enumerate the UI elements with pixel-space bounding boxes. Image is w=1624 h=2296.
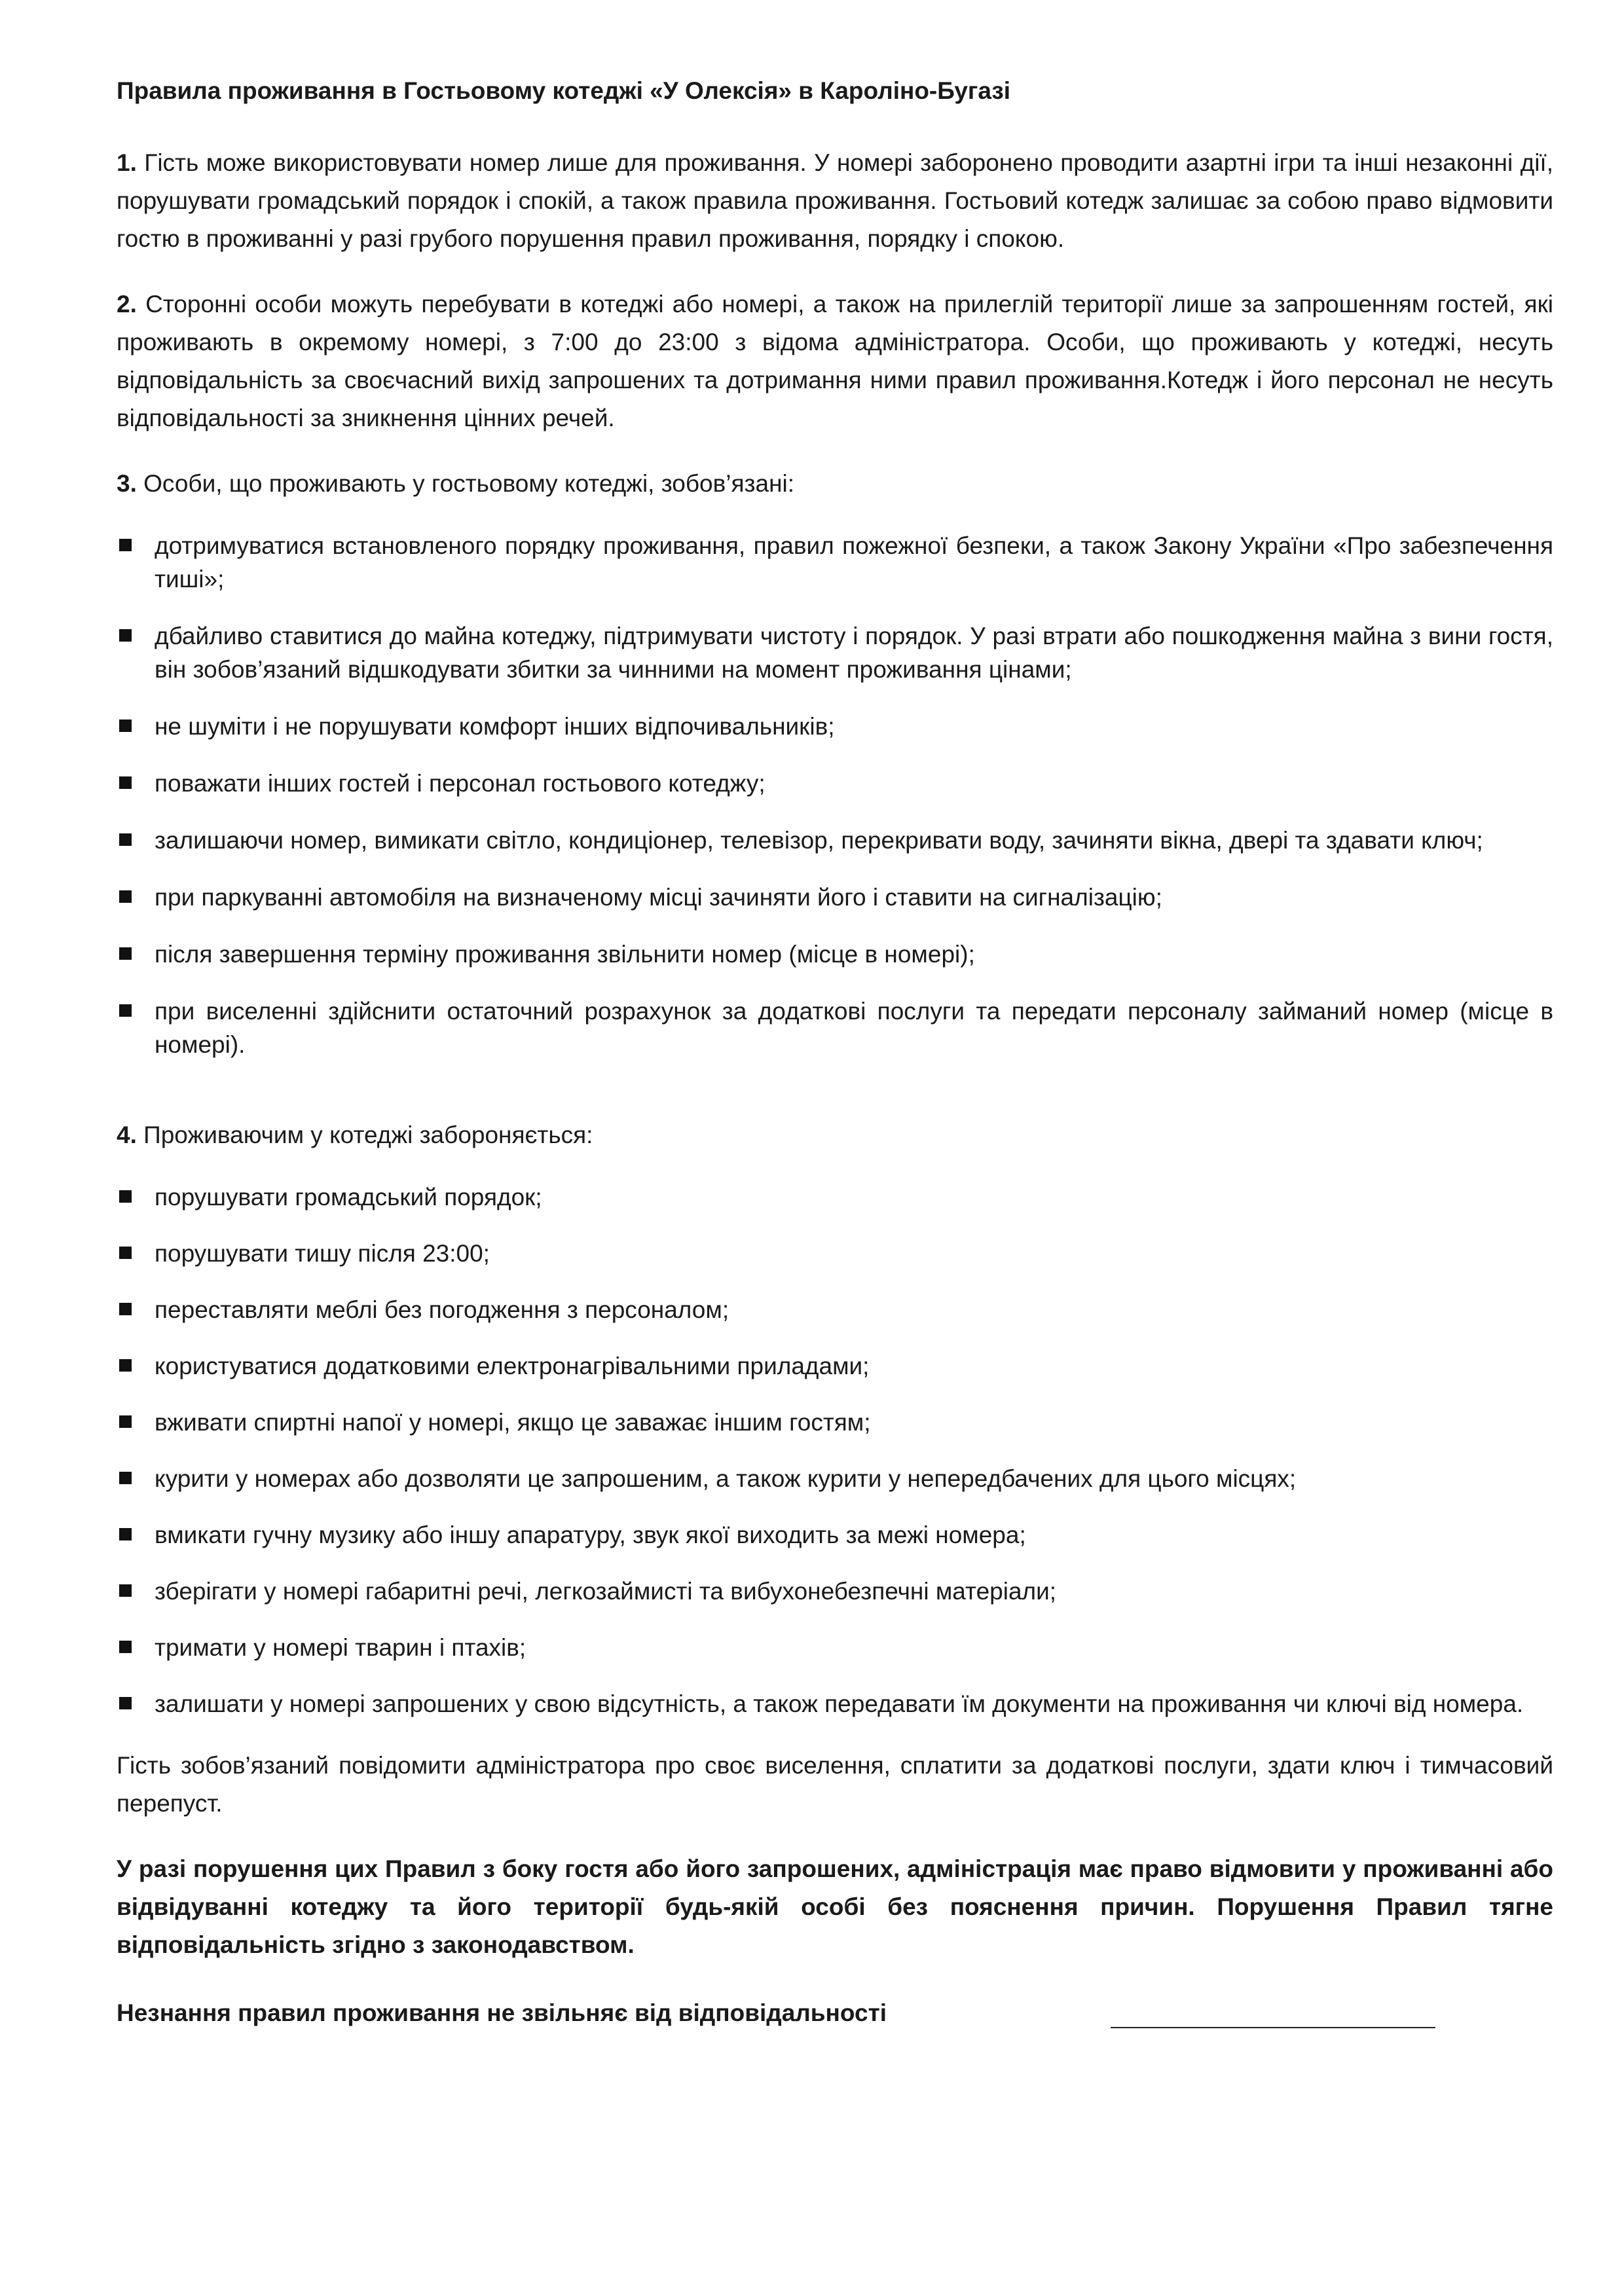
square-bullet-icon <box>119 1247 132 1259</box>
final-note: Незнання правил проживання не звільняє від відповідальності <box>117 1999 887 2026</box>
square-bullet-icon <box>119 1641 132 1653</box>
list-item-text: при виселенні здійснити остаточний розрахунок за додаткові послуги та передати персоналу займаний номер (місце в номері). <box>155 998 1553 1058</box>
document-page <box>117 72 1553 2032</box>
list-item-text: вживати спиртні напої у номері, якщо це заважає іншим гостям; <box>155 1409 871 1436</box>
list-item-text: після завершення терміну проживання звільнити номер (місце в номері); <box>155 941 975 968</box>
section-text: Сторонні особи можуть перебувати в котеджі або номері, а також на прилеглій території лише за запрошенням гостей, які проживають в окремому номері, з 7:00 до 23:00 з відома адміністратора. Особи, що проживають у котеджі, несуть відповідальність за своєчасний вихід запрошених та дотримання ними правил проживання.Котедж і його персонал не несуть відповідальності за зникнення цінних речей. <box>117 291 1553 431</box>
list-item <box>117 1687 1553 1721</box>
section-number: 4. <box>117 1121 137 1148</box>
list-item <box>117 1518 1553 1552</box>
signature-line <box>1111 2027 1435 2028</box>
square-bullet-icon <box>119 947 132 960</box>
list-item <box>117 1462 1553 1495</box>
list-item-text: при паркуванні автомобіля на визначеному місці зачиняти його і ставити на сигналізацію; <box>155 884 1162 911</box>
prohibitions-list <box>117 1180 1553 1721</box>
square-bullet-icon <box>119 1584 132 1597</box>
list-item-text: поважати інших гостей і персонал гостьового котеджу; <box>155 770 766 797</box>
square-bullet-icon <box>119 890 132 903</box>
list-item <box>117 619 1553 686</box>
final-note-row <box>117 1994 1553 2032</box>
section-text: Особи, що проживають у гостьовому котеджі, зобов’язані: <box>136 470 795 497</box>
list-item <box>117 1406 1553 1439</box>
list-item <box>117 1349 1553 1383</box>
checkout-note: Гість зобов’язаний повідомити адміністратора про своє виселення, сплатити за додаткові послуги, здати ключ і тимчасовий перепуст. <box>117 1752 1553 1817</box>
list-item <box>117 994 1553 1061</box>
list-item-text: тримати у номері тварин і птахів; <box>155 1634 526 1661</box>
rule-section-4-heading <box>117 1116 1553 1154</box>
section-number: 1. <box>117 149 137 176</box>
square-bullet-icon <box>119 1303 132 1315</box>
list-item <box>117 1293 1553 1326</box>
list-item <box>117 1631 1553 1664</box>
square-bullet-icon <box>119 833 132 846</box>
square-bullet-icon <box>119 629 132 642</box>
rule-section-1 <box>117 144 1553 258</box>
list-item-text: не шуміти і не порушувати комфорт інших відпочивальників; <box>155 713 835 740</box>
list-item-text: вмикати гучну музику або іншу апаратуру, звук якої виходить за межі номера; <box>155 1522 1026 1548</box>
section-text: Гість може використовувати номер лише для проживання. У номері заборонено проводити азартні ігри та інші незаконні дії, порушувати громадський порядок і спокій, а також правила проживання. Гостьовий котедж залишає за собою право відмовити гостю в проживанні у разі грубого порушення правил проживання, порядку і спокою. <box>117 149 1553 252</box>
square-bullet-icon <box>119 1528 132 1540</box>
list-item-text: дотримуватися встановленого порядку проживання, правил пожежної безпеки, а також Закону України «Про забезпечення тиші»; <box>155 532 1553 592</box>
square-bullet-icon <box>119 1697 132 1709</box>
list-item-text: курити у номерах або дозволяти це запрошеним, а також курити у непередбачених для цього місцях; <box>155 1465 1297 1492</box>
list-item <box>117 824 1553 857</box>
list-item <box>117 938 1553 971</box>
list-item <box>117 529 1553 596</box>
list-item <box>117 1180 1553 1214</box>
square-bullet-icon <box>119 1359 132 1372</box>
square-bullet-icon <box>119 1415 132 1428</box>
list-item-text: порушувати громадський порядок; <box>155 1184 542 1211</box>
obligations-list <box>117 529 1553 1061</box>
list-item <box>117 1237 1553 1270</box>
section-text: Проживаючим у котеджі забороняється: <box>136 1121 593 1148</box>
section-number: 3. <box>117 470 137 497</box>
violation-note: У разі порушення цих Правил з боку гостя або його запрошених, адміністрація має право відмовити у проживанні або відвідуванні котеджу та його території будь-якій особі без пояснення причин. Порушення Правил тягне відповідальність згідно з законодавством. <box>117 1855 1553 1958</box>
square-bullet-icon <box>119 1472 132 1484</box>
rule-section-2 <box>117 285 1553 437</box>
document-title: Правила проживання в Гостьовому котеджі «У Олексія» в Кароліно-Бугазі <box>117 77 1011 104</box>
list-item-text: залишати у номері запрошених у свою відсутність, а також передавати їм документи на проживання чи ключі від номера. <box>155 1690 1524 1717</box>
square-bullet-icon <box>119 720 132 732</box>
list-item-text: дбайливо ставитися до майна котеджу, підтримувати чистоту і порядок. У разі втрати або пошкодження майна з вини гостя, він зобов’язаний відшкодувати збитки за чинними на момент проживання цінами; <box>155 623 1553 683</box>
list-item <box>117 767 1553 800</box>
square-bullet-icon <box>119 1190 132 1203</box>
list-item <box>117 881 1553 914</box>
rule-section-3-heading <box>117 465 1553 503</box>
list-item-text: зберігати у номері габаритні речі, легкозаймисті та вибухонебезпечні матеріали; <box>155 1578 1057 1605</box>
section-spacer <box>117 1087 1553 1116</box>
list-item-text: переставляти меблі без погодження з персоналом; <box>155 1296 729 1323</box>
list-item <box>117 1575 1553 1608</box>
section-number: 2. <box>117 291 137 318</box>
list-item-text: користуватися додатковими електронагрівальними приладами; <box>155 1353 870 1379</box>
square-bullet-icon <box>119 539 132 551</box>
square-bullet-icon <box>119 1004 132 1017</box>
list-item-text: порушувати тишу після 23:00; <box>155 1240 490 1267</box>
list-item-text: залишаючи номер, вимикати світло, кондиціонер, телевізор, перекривати воду, зачиняти вікна, двері та здавати ключ; <box>155 827 1483 854</box>
list-item <box>117 710 1553 743</box>
square-bullet-icon <box>119 776 132 789</box>
